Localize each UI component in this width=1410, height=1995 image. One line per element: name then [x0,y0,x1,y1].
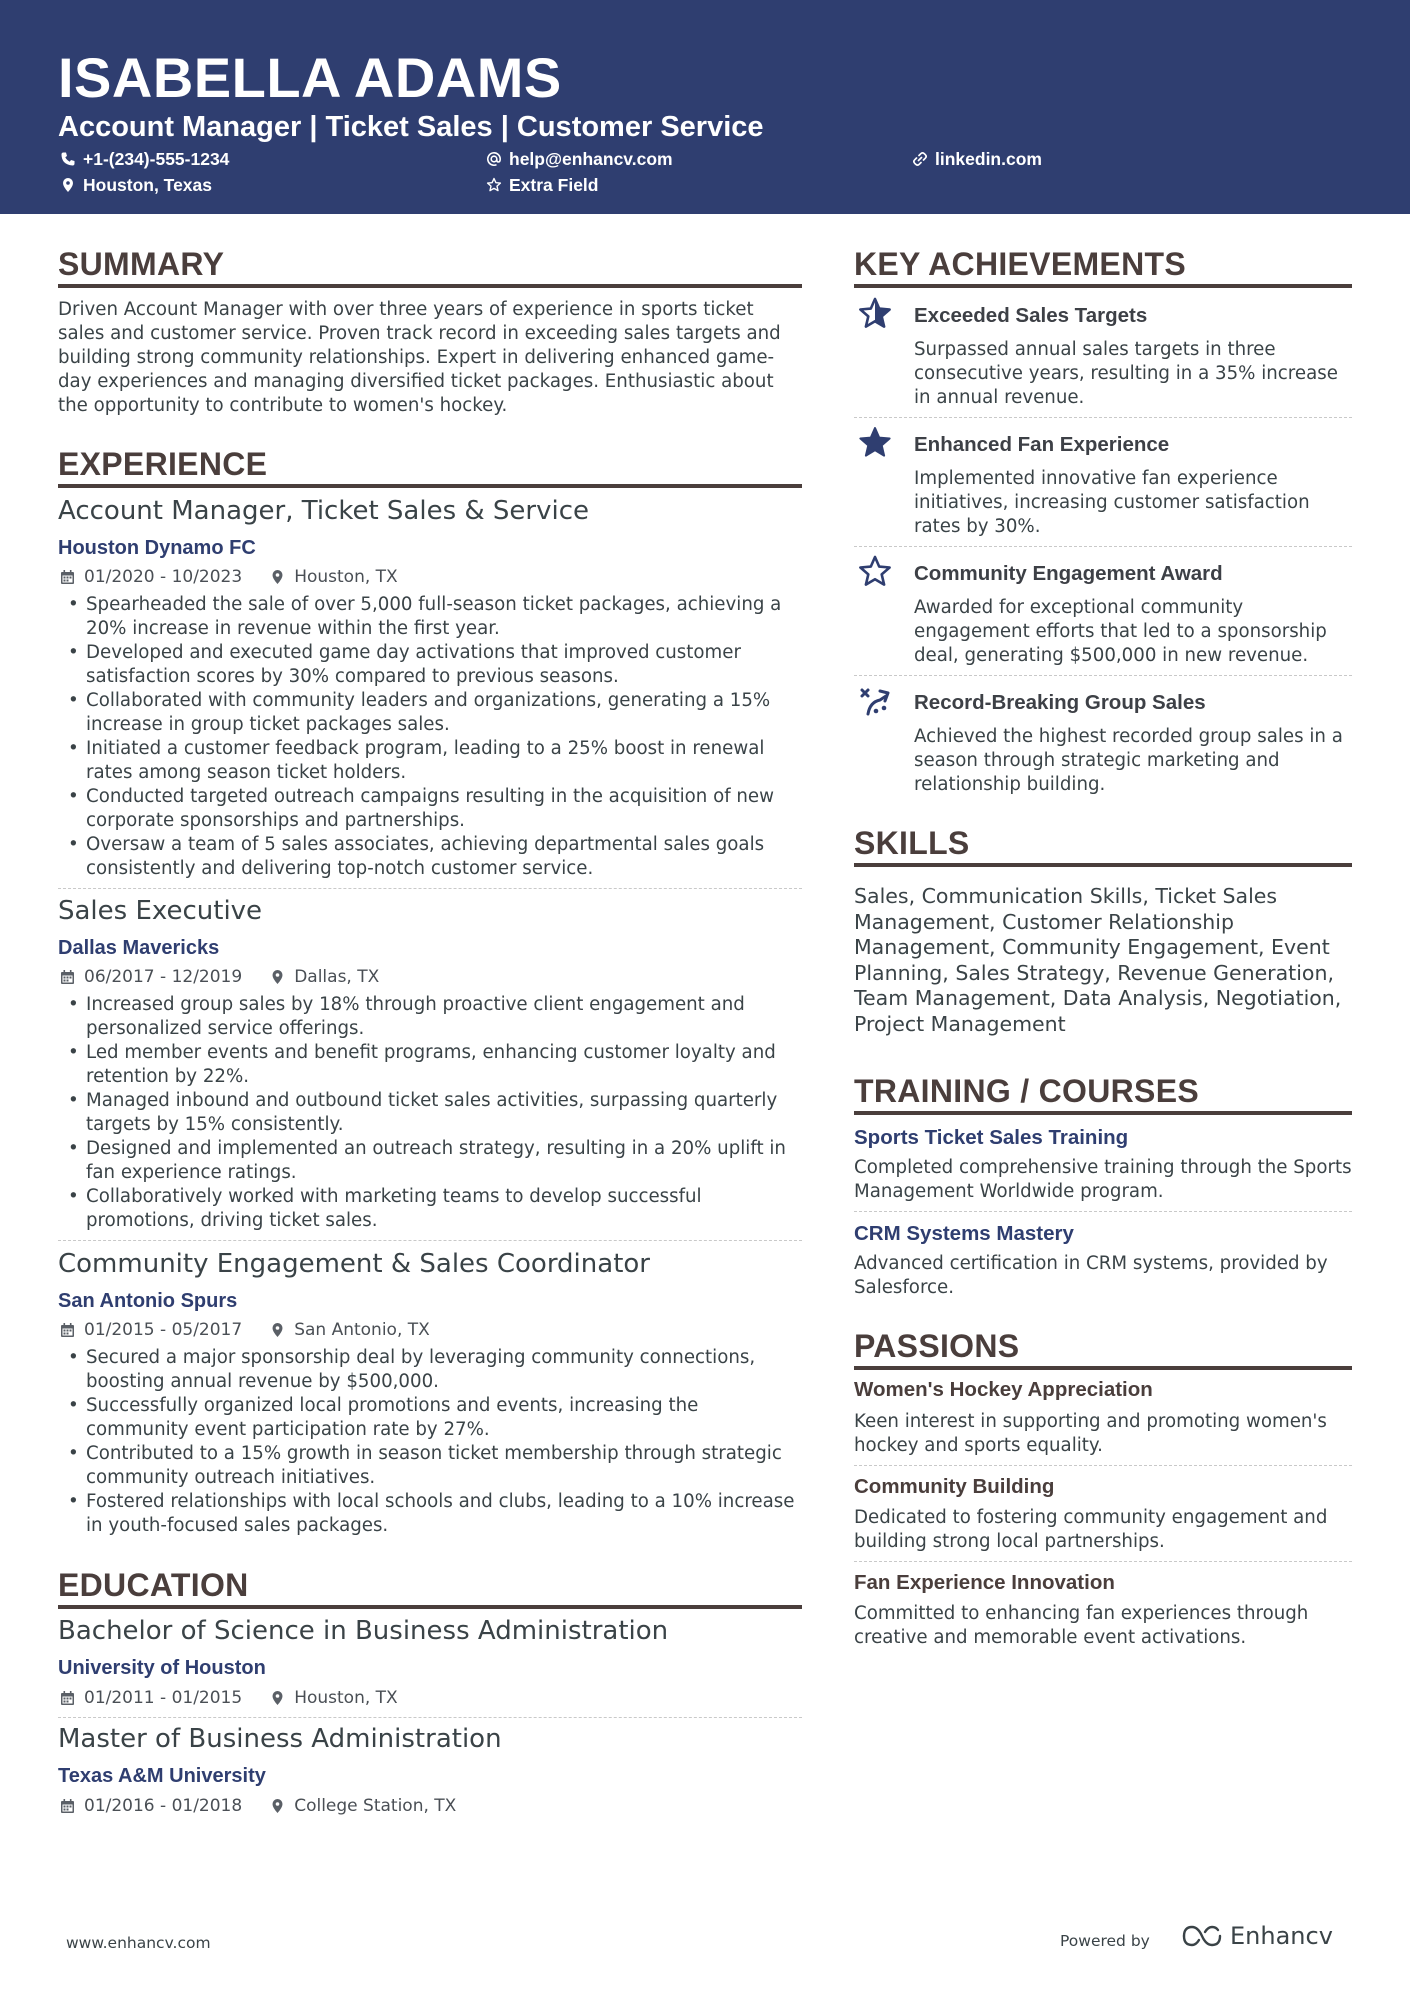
achievements-heading: KEY ACHIEVEMENTS [854,246,1186,282]
job-location [270,1319,430,1341]
section-divider [58,284,802,288]
passions-heading: PASSIONS [854,1328,1020,1364]
section-divider [854,1366,1352,1370]
achievement-title: Enhanced Fan Experience [914,433,1170,456]
job-title: Account Manager, Ticket Sales & Service [58,496,590,526]
section-divider [854,863,1352,867]
entry-divider [854,1211,1352,1212]
training-heading: TRAINING / COURSES [854,1073,1199,1109]
skills-list: Sales, Communication Skills, Ticket Sales Management, Customer Relationship Management, Community Engagement, Event Planning, Sales Strategy, Revenue Generation, Team Management, Data Analysis, Negotiation, Project Management [854,884,1342,1036]
calendar-icon [60,1322,75,1338]
section-divider [58,484,802,488]
achievement-title: Community Engagement Award [914,562,1223,585]
education-location-text: College Station, TX [294,1796,457,1816]
enhancv-logo-text: Enhancv [1230,1922,1333,1950]
course-title: Sports Ticket Sales Training [854,1126,1129,1149]
email-contact[interactable] [486,148,673,170]
job-meta [60,966,379,988]
footer-website[interactable]: www.enhancv.com [66,1934,211,1952]
calendar-icon [60,1690,75,1706]
bullet-item: • Conducted targeted outreach campaigns resulting in the acquisition of new corporate sponsorships and partnerships. [58,785,806,833]
job-bullets [58,1346,806,1538]
bullet-item: • Spearheaded the sale of over 5,000 full-season ticket packages, achieving a 20% increase in revenue within the first year. [58,593,806,641]
job-title: Community Engagement & Sales Coordinator [58,1249,650,1279]
degree-title: Master of Business Administration [58,1724,502,1754]
achievement-desc: Surpassed annual sales targets in three consecutive years, resulting in a 35% increase in annual revenue. [914,339,1338,408]
job-title: Sales Executive [58,896,263,926]
location-pin-icon [60,177,76,193]
candidate-title: Account Manager | Ticket Sales | Customer Service [58,111,764,143]
course-title: CRM Systems Mastery [854,1222,1074,1245]
passion-desc: Committed to enhancing fan experiences through creative and memorable event activations. [854,1603,1309,1648]
bullet-item: • Designed and implemented an outreach strategy, resulting in a 20% uplift in fan experience ratings. [58,1137,806,1185]
education-location [270,1795,456,1817]
candidate-name: ISABELLA ADAMS [58,46,562,109]
extra-contact [486,174,598,196]
location-contact [60,174,212,196]
achievement-desc: Implemented innovative fan experience initiatives, increasing customer satisfaction rates by 30%. [914,468,1310,537]
section-divider [58,1605,802,1609]
bullet-item: • Initiated a customer feedback program, leading to a 25% boost in renewal rates among season ticket holders. [58,737,806,785]
bullet-item: • Collaborated with community leaders and organizations, generating a 15% increase in group ticket packages sales. [58,689,806,737]
star-outline-icon [856,295,894,333]
entry-divider [58,1240,802,1241]
extra-text: Extra Field [509,175,599,195]
achievement-desc: Achieved the highest recorded group sales in a season through strategic marketing and relationship building. [914,726,1343,795]
job-location [270,966,379,988]
section-divider [854,284,1352,288]
strategy-icon [856,682,894,720]
education-dates: 01/2011 - 01/2015 [84,1688,243,1708]
degree-title: Bachelor of Science in Business Administration [58,1616,669,1646]
bullet-item: • Managed inbound and outbound ticket sales activities, surpassing quarterly targets by 15% consistently. [58,1089,806,1137]
bullet-item: • Secured a major sponsorship deal by leveraging community connections, boosting annual revenue by $500,000. [58,1346,806,1394]
job-bullets [58,593,806,881]
entry-divider [58,1717,802,1718]
job-dates: 01/2015 - 05/2017 [84,1320,243,1340]
bullet-item: • Successfully organized local promotions and events, increasing the community event participation rate by 27%. [58,1394,806,1442]
section-divider [854,1111,1352,1115]
company-name: Dallas Mavericks [58,937,220,959]
education-location [270,1687,398,1709]
phone-text: +1-(234)-555-1234 [83,149,230,169]
bullet-item: • Oversaw a team of 5 sales associates, achieving departmental sales goals consistently and delivering top-notch customer service. [58,833,806,881]
bullet-item: • Developed and executed game day activations that improved customer satisfaction scores by 30% compared to previous seasons. [58,641,806,689]
skills-heading: SKILLS [854,825,970,861]
entry-divider [854,1561,1352,1562]
passion-title: Fan Experience Innovation [854,1571,1115,1594]
education-meta [60,1687,398,1709]
passion-desc: Dedicated to fostering community engagement and building strong local partnerships. [854,1507,1328,1552]
bullet-item: • Fostered relationships with local schools and clubs, leading to a 10% increase in youth-focused sales packages. [58,1490,806,1538]
education-heading: EDUCATION [58,1567,249,1603]
job-location-text: Dallas, TX [294,967,380,987]
bullet-item: • Led member events and benefit programs, enhancing customer loyalty and retention by 22%. [58,1041,806,1089]
star-filled-icon [856,424,894,462]
phone-contact [60,148,229,170]
entry-divider [854,546,1352,547]
job-meta [60,1319,430,1341]
course-desc: Advanced certification in CRM systems, provided by Salesforce. [854,1253,1328,1298]
calendar-icon [60,1798,75,1814]
course-desc: Completed comprehensive training through the Sports Management Worldwide program. [854,1157,1352,1202]
email-text[interactable]: help@enhancv.com [509,149,673,169]
company-name: Houston Dynamo FC [58,537,256,559]
summary-text: Driven Account Manager with over three years of experience in sports ticket sales and customer service. Proven track record in exceeding sales targets and building strong community relationships. Expert in delivering enhanced game-day experiences and managing diversified ticket packages. Enthusiastic about the opportunity to contribute to women's hockey. [58,299,781,416]
resume-header [0,0,1410,214]
enhancv-logo[interactable] [1180,1922,1333,1950]
location-text: Houston, Texas [83,175,213,195]
job-bullets [58,993,806,1233]
experience-heading: EXPERIENCE [58,446,268,482]
company-name: San Antonio Spurs [58,1290,238,1312]
location-pin-icon [270,969,285,985]
education-meta [60,1795,456,1817]
entry-divider [58,888,802,889]
footer-powered-by: Powered by [1060,1932,1150,1950]
summary-heading: SUMMARY [58,246,225,282]
calendar-icon [60,969,75,985]
entry-divider [854,1465,1352,1466]
link-icon [912,151,928,167]
job-location-text: San Antonio, TX [294,1320,430,1340]
star-outline-icon [856,553,894,591]
bullet-item: • Contributed to a 15% growth in season ticket membership through strategic community outreach initiatives. [58,1442,806,1490]
job-location-text: Houston, TX [294,567,398,587]
achievement-desc: Awarded for exceptional community engagement efforts that led to a sponsorship deal, generating $500,000 in new revenue. [914,597,1327,666]
bullet-item: • Collaboratively worked with marketing teams to develop successful promotions, driving ticket sales. [58,1185,806,1233]
entry-divider [854,675,1352,676]
linkedin-text[interactable]: linkedin.com [935,149,1042,169]
job-location [270,566,398,588]
at-icon [486,151,502,167]
job-dates: 01/2020 - 10/2023 [84,567,243,587]
school-name: Texas A&M University [58,1765,266,1787]
phone-icon [60,151,76,167]
job-dates: 06/2017 - 12/2019 [84,967,243,987]
location-pin-icon [270,1322,285,1338]
star-icon [486,177,502,193]
enhancv-logo-icon [1180,1922,1224,1950]
calendar-icon [60,569,75,585]
linkedin-contact[interactable] [912,148,1042,170]
passion-title: Community Building [854,1475,1055,1498]
location-pin-icon [270,1798,285,1814]
education-location-text: Houston, TX [294,1688,398,1708]
school-name: University of Houston [58,1657,266,1679]
entry-divider [854,417,1352,418]
passion-title: Women's Hockey Appreciation [854,1378,1153,1401]
location-pin-icon [270,1690,285,1706]
passion-desc: Keen interest in supporting and promoting women's hockey and sports equality. [854,1411,1327,1456]
achievement-title: Record-Breaking Group Sales [914,691,1206,714]
bullet-item: • Increased group sales by 18% through proactive client engagement and personalized service offerings. [58,993,806,1041]
achievement-title: Exceeded Sales Targets [914,304,1148,327]
location-pin-icon [270,569,285,585]
job-meta [60,566,398,588]
education-dates: 01/2016 - 01/2018 [84,1796,243,1816]
